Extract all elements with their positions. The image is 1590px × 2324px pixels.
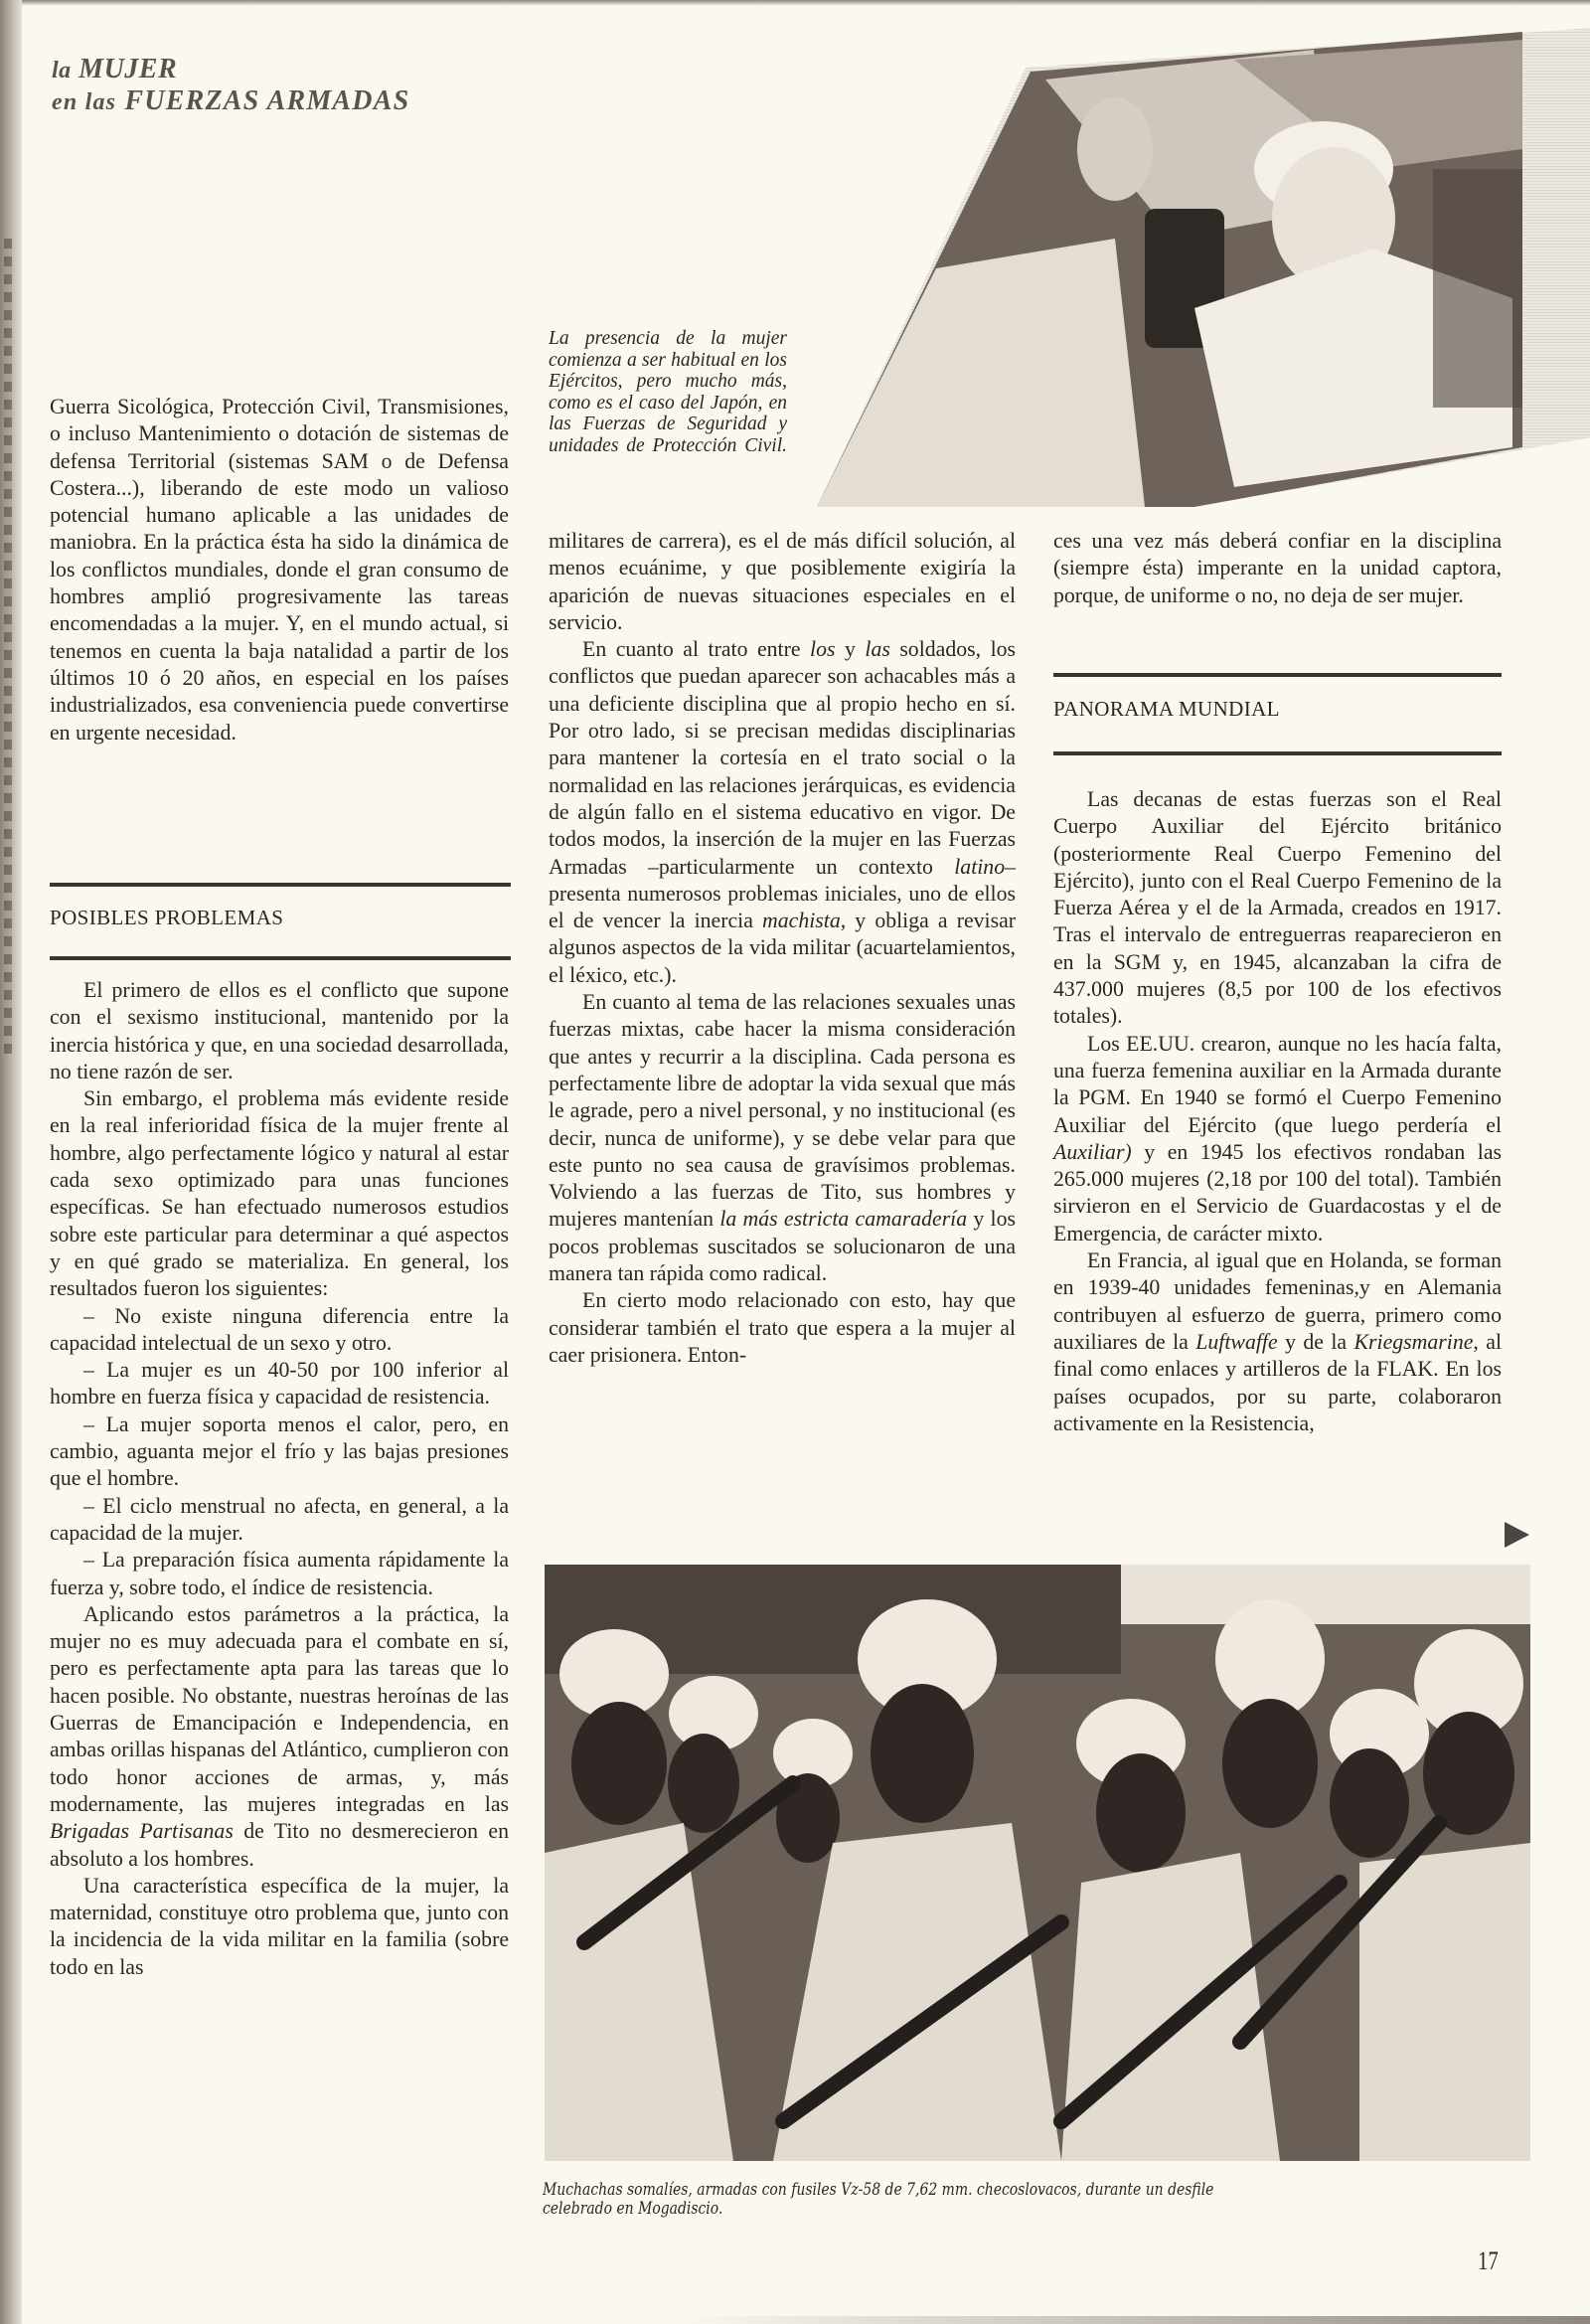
text-run: Los EE.UU. crearon, aunque no les hacía falta, una fuerza femenina auxiliar en la Armada durante la PGM. En 1940 se formó el Cuerpo Femenino Auxiliar del Ejército (que luego perdería el bbox=[1053, 1031, 1502, 1137]
column-3-intro bbox=[1053, 528, 1502, 609]
emphasis: la más estricta camaradería bbox=[719, 1207, 968, 1232]
emphasis: Auxiliar) bbox=[1053, 1139, 1132, 1164]
paragraph: militares de carrera), es el de más difícil solución, al menos ecuánime, y que posiblemente exigiría la aparición de nuevas situaciones especiales en el servicio. bbox=[549, 529, 1016, 634]
paragraph bbox=[1053, 1247, 1502, 1437]
emphasis: machista bbox=[762, 909, 841, 933]
section-rule-top bbox=[1053, 673, 1502, 677]
header-main-1: MUJER bbox=[79, 54, 178, 84]
section-title-posibles-problemas: POSIBLES PROBLEMAS bbox=[50, 906, 284, 929]
column-3-body bbox=[1053, 786, 1502, 1437]
text-run: soldados, los conflictos que puedan aparecer son achacables más a una deficiente disciplina que al propio hecho en sí. Por otro lado, si se precisan medidas disciplinarias para mantener la cortesía en el trato social o la normalidad en las relaciones jerárquicas, es evidencia de algún fallo en el sistema educativo en vigor. De todos modos, la inserción de la mujer en las Fuerzas Armadas –particularmente un contexto bbox=[549, 637, 1016, 879]
section-rule-bottom bbox=[1053, 751, 1502, 755]
list-item: – La preparación física aumenta rápidamente la fuerza y, sobre todo, el índice de resistencia. bbox=[50, 1548, 509, 1599]
section-rule-top bbox=[50, 883, 511, 887]
text-run: Aplicando estos parámetros a la práctica, la mujer no es muy adecuada para el combate en sí, pero es perfectamente apta para las tareas que lo hacen posible. No obstante, nuestras heroínas de las Guerras de Emancipación e Independencia, en ambas orillas hispanas del Atlántico, cumplieron con todo honor acciones de armas, y, más modernamente, las mujeres integradas en las bbox=[50, 1601, 509, 1816]
running-header bbox=[52, 56, 409, 115]
text-run: y de la bbox=[1285, 1329, 1348, 1354]
text-run: , y obliga a revisar algunos aspectos de la vida militar (acuartelamientos, el léxico, etc.). bbox=[549, 909, 1017, 987]
paragraph: En cierto modo relacionado con esto, hay que considerar también el trato que espera a la mujer al caer prisionera. Enton- bbox=[549, 1288, 1016, 1367]
text-run: En cuanto al trato entre bbox=[582, 637, 801, 662]
section-title-panorama-mundial: PANORAMA MUNDIAL bbox=[1053, 697, 1280, 721]
triangle-right-icon[interactable] bbox=[1505, 1522, 1529, 1548]
text-run: y los pocos problemas suscitados se solucionaron de una manera tan rápida como radical. bbox=[549, 1207, 1016, 1286]
page-bottom-shadow bbox=[676, 2316, 1590, 2324]
emphasis: Luftwaffe bbox=[1195, 1329, 1278, 1354]
column-2-body bbox=[549, 528, 1016, 1369]
emphasis: Kriegsmarine bbox=[1353, 1329, 1474, 1354]
emphasis: Brigadas Partisanas bbox=[50, 1819, 234, 1844]
photo-top-caption: La presencia de la mujer comienza a ser habitual en los Ejércitos, pero mucho más, como es el caso del Japón, en las Fuerzas de Seguridad y unidades de Protección Civil. bbox=[549, 328, 787, 456]
list-item: – La mujer soporta menos el calor, pero, en cambio, aguanta mejor el frío y las bajas presiones que el hombre. bbox=[50, 1411, 509, 1491]
paragraph bbox=[1053, 1031, 1502, 1247]
list-item: – No existe ninguna diferencia entre la capacidad intelectual de un sexo y otro. bbox=[50, 1303, 509, 1355]
text-run: En Francia, al igual que en Holanda, se forman en 1939-40 unidades femeninas,y en Alemania contribuyen al esfuerzo de guerra, primero como auxiliares de la bbox=[1053, 1248, 1502, 1354]
photo-top-illustration bbox=[817, 10, 1590, 507]
paragraph bbox=[50, 1601, 509, 1873]
emphasis: los bbox=[810, 637, 836, 662]
page-number: 17 bbox=[1478, 2246, 1499, 2275]
emphasis: las bbox=[865, 637, 890, 662]
paragraph: Sin embargo, el problema más evidente reside en la real inferioridad física de la mujer frente al hombre, algo perfectamente lógico y natural al estar cada sexo optimizado para unas funciones específicas. Se han efectuado numerosos estudios sobre este particular para determinar a qué aspectos y en qué grado se materializa. En general, los resultados fueron los siguientes: bbox=[50, 1086, 509, 1301]
paragraph bbox=[549, 989, 1016, 1287]
paragraph: Guerra Sicológica, Protección Civil, Transmisiones, o incluso Mantenimiento o dotación de sistemas de defensa Territorial (sistemas SAM o de Defensa Costera...), liberando de este modo un valioso potencial humano aplicable a las unidades de maniobra. En la práctica ésta ha sido la dinámica de los conflictos mundiales, donde el gran consumo de hombres amplió progresivamente las tareas encomendadas a la mujer. Y, en el mundo actual, si tenemos en cuenta la baja natalidad a partir de los últimos 10 ó 20 años, en especial en los países industrializados, esa conveniencia puede convertirse en urgente necesidad. bbox=[50, 395, 509, 745]
list-item: – El ciclo menstrual no afecta, en general, a la capacidad de la mujer. bbox=[50, 1493, 509, 1545]
caption-line: Muchachas somalíes, armadas con fusiles Vz-58 de 7,62 mm. checoslovacos, durante un desfile bbox=[543, 2180, 1214, 2200]
paragraph: Una característica específica de la mujer, la maternidad, constituye otro problema que, junto con la incidencia de la vida militar en la familia (sobre todo en las bbox=[50, 1873, 509, 1979]
photo-bottom-caption bbox=[543, 2181, 1505, 2219]
column-1-intro bbox=[50, 394, 509, 747]
caption-line: celebrado en Mogadiscio. bbox=[543, 2199, 723, 2219]
emphasis: latino bbox=[954, 854, 1006, 879]
paragraph: ces una vez más deberá confiar en la disciplina (siempre ésta) imperante en la unidad captora, porque, de uniforme o no, no deja de ser mujer. bbox=[1053, 529, 1502, 607]
text-run: , al final como enlaces y artilleros de la FLAK. En los países ocupados, por su parte, colaboraron activamente en la Resistencia, bbox=[1053, 1329, 1502, 1435]
text-run: En cuanto al tema de las relaciones sexuales unas fuerzas mixtas, cabe hacer la misma consideración que antes y recurrir a la disciplina. Cada persona es perfectamente libre de adoptar la vida sexual que más le agrade, pero a nivel personal, y no institucional (es decir, nunca de uniforme), y se debe velar para que este punto no sea causa de gravísimos problemas. Volviendo a las fuerzas de Tito, sus hombres y mujeres mantenían bbox=[549, 990, 1016, 1232]
photo-somali-parade bbox=[545, 1565, 1530, 2161]
text-run: – presenta numerosos problemas iniciales, uno de ellos el de vencer la inercia bbox=[549, 854, 1017, 933]
list-item: – La mujer es un 40-50 por 100 inferior al hombre en fuerza física y capacidad de resistencia. bbox=[50, 1358, 509, 1410]
text-run: y bbox=[844, 637, 856, 662]
paragraph bbox=[549, 636, 1016, 989]
text-run: de Tito no desmerecieron en absoluto a los hombres. bbox=[50, 1819, 509, 1871]
paragraph: Las decanas de estas fuerzas son el Real Cuerpo Auxiliar del Ejército británico (posteriormente Real Cuerpo Femenino del Ejército), junto con el Real Cuerpo Femenino de la Fuerza Aérea y el de la Armada, creados en 1917. Tras el intervalo de entreguerras reaparecieron en en la SGM y, en 1945, alcanzaban la cifra de 437.000 mujeres (8,5 por 100 de los efectivos totales). bbox=[1053, 787, 1502, 1029]
page-top-shadow bbox=[0, 0, 1590, 6]
photo-japanese-policewomen bbox=[817, 10, 1590, 507]
header-main-2: FUERZAS ARMADAS bbox=[124, 85, 410, 116]
header-prefix-1: la bbox=[52, 58, 72, 83]
photo-bottom-illustration bbox=[545, 1565, 1530, 2161]
paragraph: El primero de ellos es el conflicto que supone con el sexismo institucional, mantenido por la inercia histórica y que, en una sociedad desarrollada, no tiene razón de ser. bbox=[50, 978, 509, 1083]
column-1-body bbox=[50, 977, 509, 1981]
text-run: y en 1945 los efectivos rondaban las 265.000 mujeres (2,18 por 100 del total). También sirvieron en el Servicio de Guardacostas y el de Emergencia, de carácter mixto. bbox=[1053, 1139, 1502, 1245]
section-rule-bottom bbox=[50, 956, 511, 960]
book-spine bbox=[0, 0, 22, 2324]
header-prefix-2: en las bbox=[52, 89, 117, 115]
